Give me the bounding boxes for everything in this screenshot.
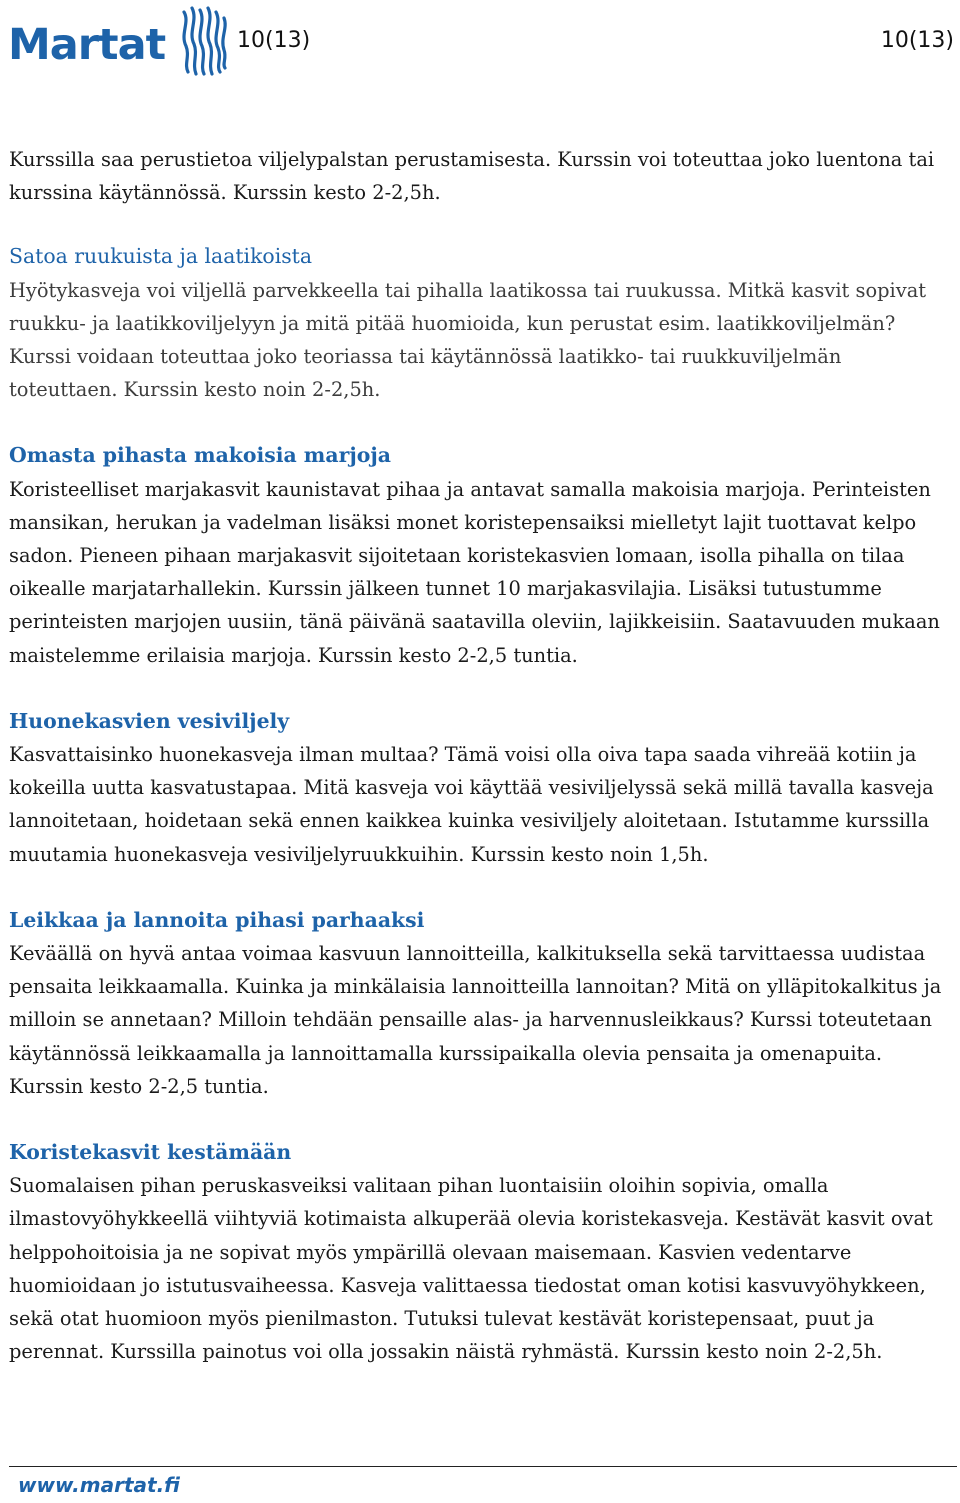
page-header <box>0 0 960 90</box>
section-title: Omasta pihasta makoisia marjoja <box>9 443 391 468</box>
section-text: Keväällä on hyvä antaa voimaa kasvuun lannoitteilla, kalkituksella sekä tarvittaessa uudistaa pensaita leikkaamalla. Kuinka ja minkälaisia lannoitteilla lannoitan? Mitä on ylläpitokalkitus ja milloin se annetaan? Milloin tehdään pensaille alas- ja harvennusleikkaus? Kurssi toteutetaan käytännössä leikkaamalla ja lannoittamalla kurssipaikalla olevia pensaita ja omenapuita. Kurssin kesto 2-2,5 tuntia. <box>9 942 942 1098</box>
section-satoa-ruukuista <box>9 240 951 406</box>
martat-logo <box>8 6 240 76</box>
section-title: Koristekasvit kestämään <box>9 1140 292 1165</box>
page-number-right: 10(13) <box>880 28 954 53</box>
footer-website-link[interactable]: www.martat.fi <box>18 1473 180 1497</box>
section-title: Satoa ruukuista ja laatikoista <box>9 244 313 269</box>
section-title: Leikkaa ja lannoita pihasi parhaaksi <box>9 907 425 932</box>
intro-paragraph: Kurssilla saa perustietoa viljelypalstan perustamisesta. Kurssin voi toteuttaa joko luentona tai kurssina käytännössä. Kurssin kesto 2-2,5h. <box>9 148 935 205</box>
section-text: Kasvattaisinko huonekasveja ilman multaa? Tämä voisi olla oiva tapa saada vihreää kotiin ja kokeilla uutta kasvatustapaa. Mitä kasveja voi käyttää vesiviljelyssä sekä millä tavalla kasveja lannoitetaan, hoidetaan sekä ennen kaikkea kuinka vesiviljely aloitetaan. Istutamme kurssilla muutamia huonekasveja vesiviljelyruukkuihin. Kurssin kesto noin 1,5h. <box>9 743 934 866</box>
page-number-left: 10(13) <box>237 28 311 53</box>
section-text: Koristeelliset marjakasvit kaunistavat pihaa ja antavat samalla makoisia marjoja. Perinteisten mansikan, herukan ja vadelman lisäksi monet koristepensaiksi mielletyt lajit tuottavat kelpo sadon. Pieneen pihaan marjakasvit sijoitetaan koristekasvien lomaan, isolla pihalla on tilaa oikealle marjatarhallekin. Kurssin jälkeen tunnet 10 marjakasvilajia. Lisäksi tutustumme perinteisten marjojen uusiin, tänä päivänä saatavilla oleviin, lajikkeisiin. Saatavuuden mukaan maistelemme erilaisia marjoja. Kurssin kesto 2-2,5 tuntia. <box>9 477 940 667</box>
section-text: Suomalaisen pihan peruskasveiksi valitaan pihan luontaisiin oloihin sopivia, omalla ilmastovyöhykkeellä viihtyviä kotimaista alkuperää olevia koristekasveja. Kestävät kasvit ovat helppohoitoisia ja ne sopivat myös ympärillä olevaan maisemaan. Kasvien vedentarve huomioidaan jo istutusvaiheessa. Kasveja valittaessa tiedostat oman kotisi kasvuvyöhykkeen, sekä otat huomioon myös pienilmaston. Tutuksi tulevat kestävät koristepensaat, puut ja perennat. Kurssilla painotus voi olla jossakin näistä ryhmästä. Kurssin kesto noin 2-2,5h. <box>9 1174 933 1364</box>
section-leikkaa-lannoita <box>9 904 951 1103</box>
section-title: Huonekasvien vesiviljely <box>9 708 290 733</box>
section-vesiviljely <box>9 705 951 871</box>
document-body <box>9 143 951 1402</box>
logo-wave-mark-icon <box>176 6 232 76</box>
logo-text: Martat <box>8 20 166 70</box>
footer-divider <box>9 1466 957 1467</box>
section-marjat <box>9 439 951 671</box>
section-koristekasvit <box>9 1136 951 1368</box>
section-text: Hyötykasveja voi viljellä parvekkeella tai pihalla laatikossa tai ruukussa. Mitkä kasvit sopivat ruukku- ja laatikkoviljelyyn ja mitä pitää huomioida, kun perustat esim. laatikkoviljelmän? Kurssi voidaan toteuttaa joko teoriassa tai käytännössä laatikko- tai ruukkuviljelmän toteuttaen. Kurssin kesto noin 2-2,5h. <box>9 278 927 402</box>
